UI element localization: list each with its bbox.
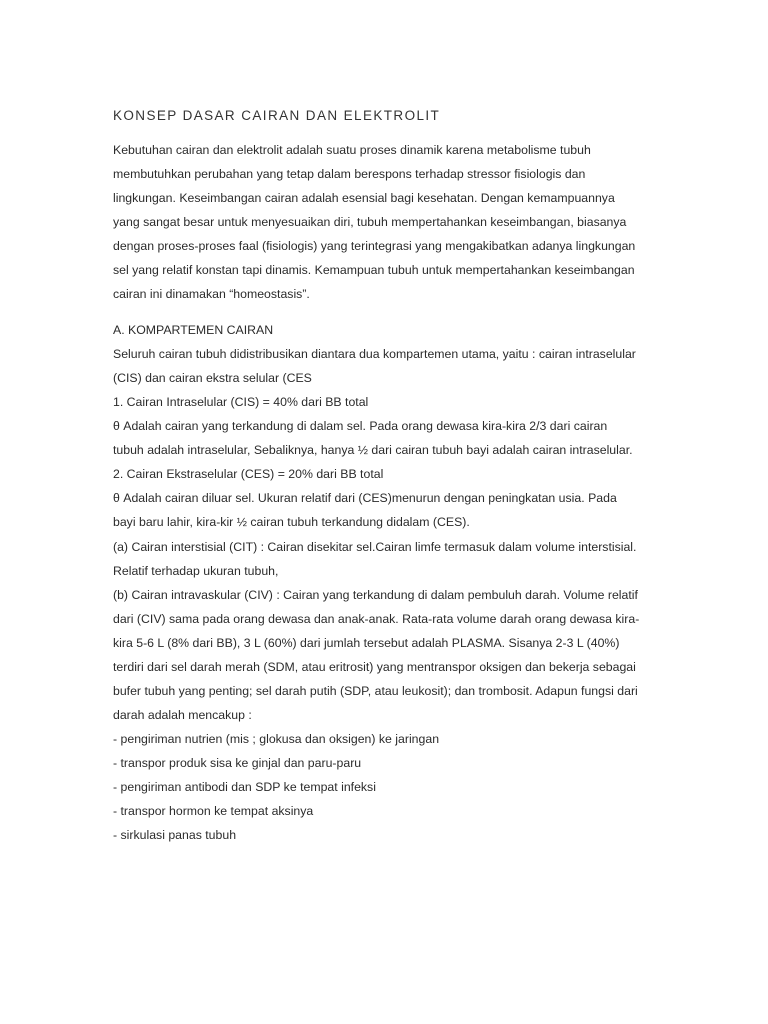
text-line: kira 5-6 L (8% dari BB), 3 L (60%) dari jumlah tersebut adalah PLASMA. Sisanya 2-3 L (40%)	[113, 636, 620, 650]
list-item: - transpor hormon ke tempat aksinya	[113, 804, 314, 818]
text-line: 1. Cairan Intraselular (CIS) = 40% dari BB total	[113, 395, 369, 409]
text-line: θ Adalah cairan yang terkandung di dalam sel. Pada orang dewasa kira-kira 2/3 dari cairan	[113, 419, 608, 433]
text-line: bufer tubuh yang penting; sel darah putih (SDP, atau leukosit); dan trombosit. Adapun fungsi dari	[113, 684, 638, 698]
list-item: - pengiriman nutrien (mis ; glokusa dan oksigen) ke jaringan	[113, 732, 440, 746]
text-line: darah adalah mencakup :	[113, 708, 252, 722]
list-item: - sirkulasi panas tubuh	[113, 828, 237, 842]
list-item: - transpor produk sisa ke ginjal dan paru-paru	[113, 756, 362, 770]
list-item: - pengiriman antibodi dan SDP ke tempat infeksi	[113, 780, 376, 794]
text-line: (CIS) dan cairan ekstra selular (CES	[113, 371, 312, 385]
text-line: (b) Cairan intravaskular (CIV) : Cairan yang terkandung di dalam pembuluh darah. Volume relatif	[113, 588, 638, 602]
text-line: lingkungan. Keseimbangan cairan adalah esensial bagi kesehatan. Dengan kemampuannya	[113, 191, 615, 205]
text-line: Seluruh cairan tubuh didistribusikan diantara dua kompartemen utama, yaitu : cairan intraselular	[113, 347, 636, 361]
section-heading: A. KOMPARTEMEN CAIRAN	[113, 323, 274, 337]
text-line: membutuhkan perubahan yang tetap dalam berespons terhadap stressor fisiologis dan	[113, 167, 586, 181]
text-line: dengan proses-proses faal (fisiologis) yang terintegrasi yang mengakibatkan adanya lingkungan	[113, 239, 636, 253]
text-line: θ Adalah cairan diluar sel. Ukuran relatif dari (CES)menurun dengan peningkatan usia. Pada	[113, 491, 617, 505]
text-line: (a) Cairan interstisial (CIT) : Cairan disekitar sel.Cairan limfe termasuk dalam volume interstisial.	[113, 540, 637, 554]
text-line: 2. Cairan Ekstraselular (CES) = 20% dari BB total	[113, 467, 384, 481]
text-line: cairan ini dinamakan “homeostasis”.	[113, 287, 310, 301]
text-line: yang sangat besar untuk menyesuaikan diri, tubuh mempertahankan keseimbangan, biasanya	[113, 215, 627, 229]
document-title: KONSEP DASAR CAIRAN DAN ELEKTROLIT	[113, 108, 441, 123]
text-line: dari (CIV) sama pada orang dewasa dan anak-anak. Rata-rata volume darah orang dewasa kira-	[113, 612, 640, 626]
text-line: bayi baru lahir, kira-kir ½ cairan tubuh terkandung didalam (CES).	[113, 515, 470, 529]
text-line: terdiri dari sel darah merah (SDM, atau eritrosit) yang mentranspor oksigen dan bekerja sebagai	[113, 660, 636, 674]
text-line: tubuh adalah intraselular, Sebaliknya, hanya ½ dari cairan tubuh bayi adalah cairan intraselular.	[113, 443, 633, 457]
text-line: Kebutuhan cairan dan elektrolit adalah suatu proses dinamik karena metabolisme tubuh	[113, 143, 591, 157]
text-line: sel yang relatif konstan tapi dinamis. Kemampuan tubuh untuk mempertahankan keseimbangan	[113, 263, 635, 277]
text-line: Relatif terhadap ukuran tubuh,	[113, 564, 279, 578]
